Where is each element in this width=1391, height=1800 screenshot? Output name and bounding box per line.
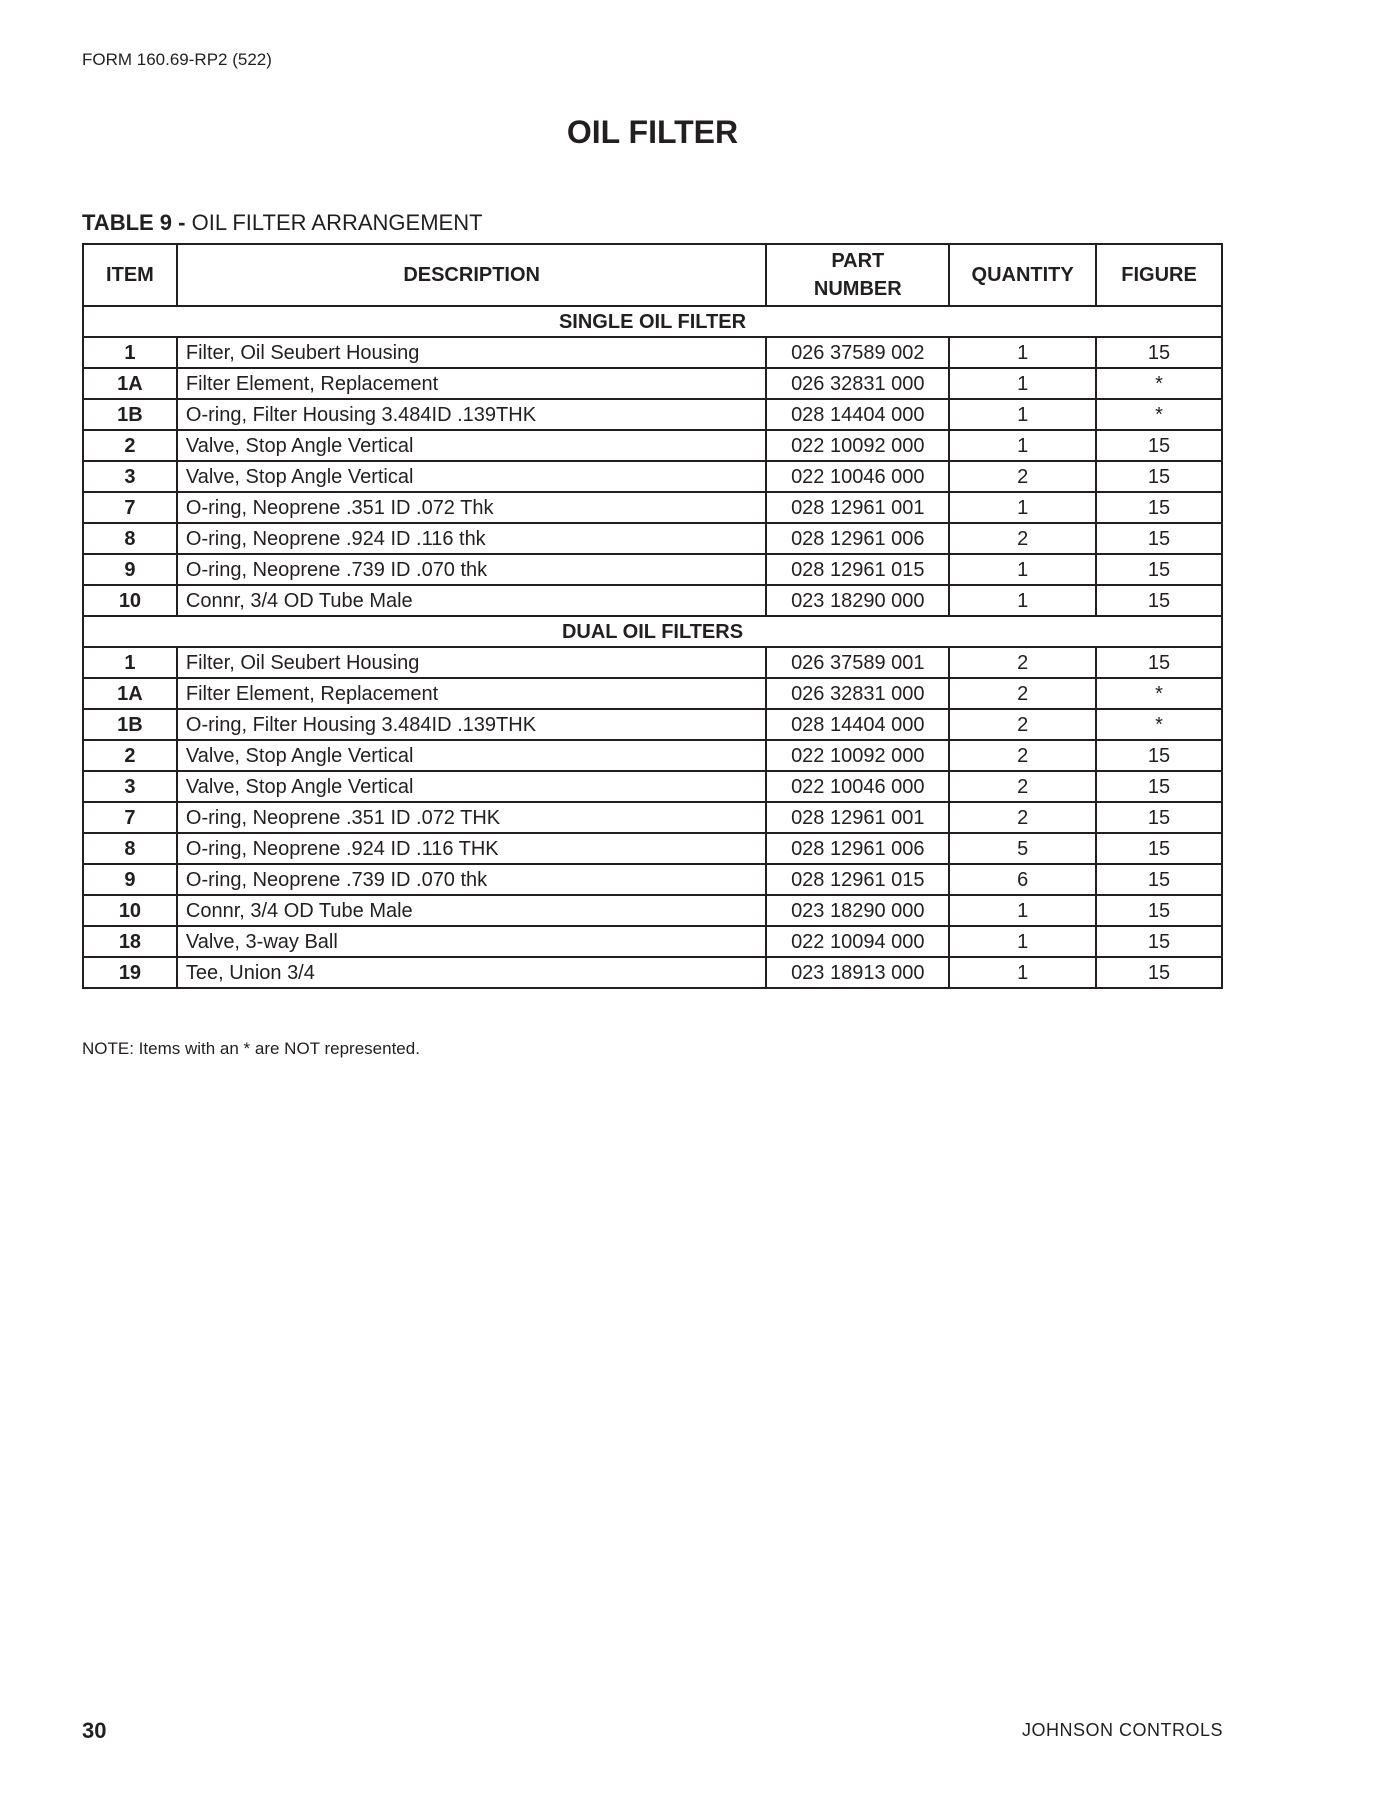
cell-part-number: 023 18290 000 xyxy=(766,585,949,616)
table-row xyxy=(83,647,1222,678)
cell-quantity: 5 xyxy=(949,833,1096,864)
cell-figure: 15 xyxy=(1096,864,1222,895)
table-row xyxy=(83,337,1222,368)
table-row xyxy=(83,833,1222,864)
column-header-part-number-line1: PART xyxy=(831,250,885,272)
cell-item: 10 xyxy=(83,895,177,926)
cell-figure: 15 xyxy=(1096,926,1222,957)
column-header-part-number xyxy=(766,244,949,306)
cell-quantity: 2 xyxy=(949,678,1096,709)
table-row xyxy=(83,461,1222,492)
cell-part-number: 023 18290 000 xyxy=(766,895,949,926)
table-row xyxy=(83,740,1222,771)
cell-part-number: 028 12961 015 xyxy=(766,554,949,585)
cell-quantity: 1 xyxy=(949,492,1096,523)
table-note: NOTE: Items with an * are NOT represented. xyxy=(82,1039,420,1058)
cell-quantity: 1 xyxy=(949,430,1096,461)
table-row xyxy=(83,399,1222,430)
cell-item: 1 xyxy=(83,647,177,678)
cell-part-number: 028 14404 000 xyxy=(766,399,949,430)
cell-quantity: 2 xyxy=(949,647,1096,678)
cell-item: 1B xyxy=(83,399,177,430)
cell-quantity: 2 xyxy=(949,802,1096,833)
column-header-part-number-line2: NUMBER xyxy=(813,278,902,300)
column-header-quantity: QUANTITY xyxy=(949,244,1096,306)
cell-item: 3 xyxy=(83,461,177,492)
cell-figure: 15 xyxy=(1096,833,1222,864)
cell-description: O-ring, Neoprene .739 ID .070 thk xyxy=(177,864,767,895)
page-title: OIL FILTER xyxy=(566,114,739,150)
table-row xyxy=(83,864,1222,895)
cell-figure: 15 xyxy=(1096,802,1222,833)
cell-quantity: 1 xyxy=(949,554,1096,585)
cell-quantity: 1 xyxy=(949,895,1096,926)
cell-description: O-ring, Neoprene .924 ID .116 thk xyxy=(177,523,767,554)
cell-figure: 15 xyxy=(1096,647,1222,678)
cell-description: O-ring, Neoprene .351 ID .072 THK xyxy=(177,802,767,833)
cell-part-number: 022 10046 000 xyxy=(766,461,949,492)
cell-part-number: 026 37589 001 xyxy=(766,647,949,678)
cell-description: Filter Element, Replacement xyxy=(177,368,767,399)
table-row xyxy=(83,492,1222,523)
cell-quantity: 6 xyxy=(949,864,1096,895)
cell-item: 1B xyxy=(83,709,177,740)
section-row xyxy=(83,306,1222,337)
table-caption-number: TABLE 9 - xyxy=(82,210,192,235)
table-row xyxy=(83,957,1222,988)
cell-part-number: 026 37589 002 xyxy=(766,337,949,368)
cell-figure: 15 xyxy=(1096,523,1222,554)
cell-description: Valve, Stop Angle Vertical xyxy=(177,771,767,802)
table-caption-text: OIL FILTER ARRANGEMENT xyxy=(191,210,483,235)
cell-quantity: 1 xyxy=(949,957,1096,988)
company-name: JOHNSON CONTROLS xyxy=(1021,1720,1223,1740)
cell-description: O-ring, Neoprene .739 ID .070 thk xyxy=(177,554,767,585)
cell-part-number: 026 32831 000 xyxy=(766,678,949,709)
cell-description: O-ring, Filter Housing 3.484ID .139THK xyxy=(177,399,767,430)
table-row xyxy=(83,926,1222,957)
table-header-row xyxy=(83,244,1222,306)
form-id: FORM 160.69-RP2 (522) xyxy=(82,50,272,69)
cell-part-number: 026 32831 000 xyxy=(766,368,949,399)
cell-figure: * xyxy=(1096,368,1222,399)
cell-part-number: 028 12961 006 xyxy=(766,523,949,554)
table-row xyxy=(83,771,1222,802)
cell-item: 1 xyxy=(83,337,177,368)
cell-figure: 15 xyxy=(1096,461,1222,492)
section-title: DUAL OIL FILTERS xyxy=(83,616,1222,647)
cell-item: 2 xyxy=(83,430,177,461)
cell-item: 9 xyxy=(83,864,177,895)
cell-item: 9 xyxy=(83,554,177,585)
cell-figure: 15 xyxy=(1096,492,1222,523)
cell-part-number: 028 14404 000 xyxy=(766,709,949,740)
cell-description: Valve, Stop Angle Vertical xyxy=(177,740,767,771)
cell-part-number: 022 10046 000 xyxy=(766,771,949,802)
cell-figure: 15 xyxy=(1096,957,1222,988)
cell-item: 19 xyxy=(83,957,177,988)
column-header-description: DESCRIPTION xyxy=(177,244,767,306)
page-number: 30 xyxy=(82,1718,107,1743)
cell-quantity: 2 xyxy=(949,740,1096,771)
table-row xyxy=(83,368,1222,399)
cell-item: 7 xyxy=(83,802,177,833)
oil-filter-table xyxy=(82,243,1223,989)
table-row xyxy=(83,709,1222,740)
cell-description: Tee, Union 3/4 xyxy=(177,957,767,988)
table-row xyxy=(83,802,1222,833)
cell-description: Connr, 3/4 OD Tube Male xyxy=(177,895,767,926)
cell-item: 8 xyxy=(83,523,177,554)
cell-quantity: 1 xyxy=(949,337,1096,368)
cell-figure: 15 xyxy=(1096,771,1222,802)
cell-part-number: 028 12961 015 xyxy=(766,864,949,895)
cell-figure: 15 xyxy=(1096,554,1222,585)
cell-part-number: 022 10094 000 xyxy=(766,926,949,957)
cell-description: O-ring, Neoprene .351 ID .072 Thk xyxy=(177,492,767,523)
column-header-item: ITEM xyxy=(83,244,177,306)
table-caption xyxy=(82,210,483,236)
cell-item: 7 xyxy=(83,492,177,523)
cell-item: 1A xyxy=(83,678,177,709)
cell-figure: 15 xyxy=(1096,337,1222,368)
cell-description: Filter Element, Replacement xyxy=(177,678,767,709)
cell-part-number: 028 12961 001 xyxy=(766,802,949,833)
cell-figure: * xyxy=(1096,399,1222,430)
cell-quantity: 1 xyxy=(949,926,1096,957)
table-row xyxy=(83,430,1222,461)
cell-item: 18 xyxy=(83,926,177,957)
cell-figure: 15 xyxy=(1096,430,1222,461)
cell-description: Filter, Oil Seubert Housing xyxy=(177,647,767,678)
cell-quantity: 1 xyxy=(949,368,1096,399)
cell-quantity: 1 xyxy=(949,399,1096,430)
cell-description: O-ring, Neoprene .924 ID .116 THK xyxy=(177,833,767,864)
section-title: SINGLE OIL FILTER xyxy=(83,306,1222,337)
cell-description: Valve, Stop Angle Vertical xyxy=(177,461,767,492)
cell-item: 10 xyxy=(83,585,177,616)
cell-description: Connr, 3/4 OD Tube Male xyxy=(177,585,767,616)
cell-figure: * xyxy=(1096,678,1222,709)
table-row xyxy=(83,523,1222,554)
table-row xyxy=(83,678,1222,709)
column-header-figure: FIGURE xyxy=(1096,244,1222,306)
cell-figure: * xyxy=(1096,709,1222,740)
cell-part-number: 022 10092 000 xyxy=(766,740,949,771)
cell-description: O-ring, Filter Housing 3.484ID .139THK xyxy=(177,709,767,740)
cell-figure: 15 xyxy=(1096,895,1222,926)
cell-part-number: 028 12961 001 xyxy=(766,492,949,523)
cell-item: 3 xyxy=(83,771,177,802)
cell-figure: 15 xyxy=(1096,585,1222,616)
cell-part-number: 022 10092 000 xyxy=(766,430,949,461)
cell-part-number: 028 12961 006 xyxy=(766,833,949,864)
cell-item: 8 xyxy=(83,833,177,864)
table-row xyxy=(83,554,1222,585)
cell-quantity: 1 xyxy=(949,585,1096,616)
cell-description: Filter, Oil Seubert Housing xyxy=(177,337,767,368)
cell-description: Valve, Stop Angle Vertical xyxy=(177,430,767,461)
cell-quantity: 2 xyxy=(949,771,1096,802)
table-row xyxy=(83,895,1222,926)
cell-figure: 15 xyxy=(1096,740,1222,771)
cell-description: Valve, 3-way Ball xyxy=(177,926,767,957)
section-row xyxy=(83,616,1222,647)
table-body xyxy=(83,306,1222,988)
cell-item: 1A xyxy=(83,368,177,399)
cell-quantity: 2 xyxy=(949,523,1096,554)
cell-part-number: 023 18913 000 xyxy=(766,957,949,988)
cell-quantity: 2 xyxy=(949,709,1096,740)
cell-quantity: 2 xyxy=(949,461,1096,492)
cell-item: 2 xyxy=(83,740,177,771)
table-row xyxy=(83,585,1222,616)
